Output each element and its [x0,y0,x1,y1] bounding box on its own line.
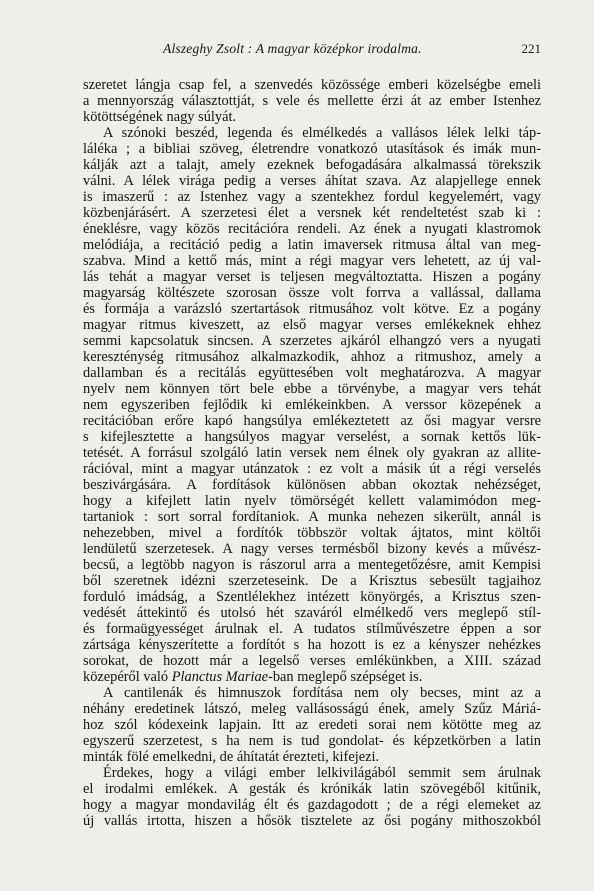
text-line: nehezebben, mivel a fordítók többször voltak ájtatos, mint költői [83,525,541,541]
text-line: nyelv nem könnyen tört bele ebbe a törvénybe, a magyar vers tehát [83,381,541,397]
text-line: néhány eredetinek látszó, meleg vallásosságú ének, amely Szűz Máriá- [83,701,541,717]
text-line: magyar ritmus kiveszett, az első magyar verses emlékeknek ehhez [83,317,541,333]
paragraph [83,765,541,829]
text-line: a mennyország választottját, s vele és mellette érzi át az ember Istenhez [83,93,541,109]
paragraph [83,125,541,685]
text-line: beszivárgására. A fordítások különösen abban okoztak nehézséget, [83,477,541,493]
text-line: hogy a magyar mondavilág élt és gazdagodott ; de a régi elemeket az [83,797,541,813]
text-line: nem egyszeriben fejlődik ki emlékeinkben. A verssor közepének a [83,397,541,413]
text-line: szeretet lángja csap fel, a szenvedés közössége emberi közelségbe emeli [83,77,541,93]
text-line: dallamban és a recitálás együttesében volt meghatározva. A magyar [83,365,541,381]
text-line: éneklésre, vagy közös recitációra rendeli. Az ének a nyugati klastromok [83,221,541,237]
text-line: ből szeretnek idézni szerzeteseink. De a Krisztus sebesült tagjaihoz [83,573,541,589]
text-line: hogy a kifejlett latin nyelv tömörségét kellett valamimódon meg- [83,493,541,509]
text-line: becsű, a legtöbb nagyon is rászorul arra a mentegetőzésre, amit Kempisi [83,557,541,573]
text-line: kereszténység ritmusához alkalmazkodik, ahhoz a ritmushoz, amely a [83,349,541,365]
text-line: el irodalmi emlékek. A gesták és krónikák latin szövegéből kitűnik, [83,781,541,797]
text-line: A szónoki beszéd, legenda és elmélkedés a vallásos lélek lelki táp- [103,125,541,141]
paragraph [83,685,541,765]
text-line: s kifejlesztette a hangsúlyos magyar verselést, a sornak kettős lük- [83,429,541,445]
running-head [83,38,541,60]
text-line: közepéről való Planctus Mariae-ban meglepő szépséget is. [83,669,423,685]
text-line: kálják azt a talajt, amely ezeknek befogadására alkalmassá törekszik [83,157,541,173]
text-line: tartaniok : sort sorral fordítaniok. A munka nehezen sikerült, annál is [83,509,541,525]
text-line: és formája a varázsló szertartások ritmusához volt kötve. Ez a pogány [83,301,541,317]
text-line: semmi kapcsolatuk sincsen. A szerzetes ajkáról elhangzó vers a nyugati [83,333,541,349]
running-title: Alszeghy Zsolt : A magyar középkor irodalma. [163,41,422,56]
text-line: zártsága kényszerítette a fordítót s ha hozott is ez a kényszer nehézkes [83,637,541,653]
text-line: tetését. A forrásul szolgáló latin versek nem élnek oly gyakran az allite- [83,445,541,461]
text-line: recitációban erőre kapó hangsúlya emlékeztetett az ősi magyar versre [83,413,541,429]
text-line: szabva. Mind a kettő más, mint a régi magyar vers lehetett, az új val- [83,253,541,269]
text-line: új vallás irtotta, hiszen a hősök tisztelete az ősi pogány mithoszokból [83,813,541,829]
text-line: A cantilenák és himnuszok fordítása nem oly becses, mint az a [103,685,541,701]
text-line: is imaszerű : az Istenhez vagy a szentekhez fordul kegyelemért, vagy [83,189,541,205]
text-line: hoz szól kódexeink lapjain. Itt az eredeti sorai nem kötötte meg az [83,717,541,733]
text-line: sorokat, de hozott már a legelső verses emlékünkben, a XIII. század [83,653,541,669]
text-line: lás tehát a magyar verset is teljesen megváltoztatta. Hiszen a pogány [83,269,541,285]
text-line: minták fölé emelkedni, de áhítatát érezteti, kifejezi. [83,749,380,765]
text-line: és formaügyességet árulnak el. A tudatos stílművészetre éppen a sor [83,621,541,637]
text-line: közbenjárásért. A szerzetesi élet a versnek két rendeltetést szab ki : [83,205,541,221]
page-number: 221 [521,41,541,56]
text-line: lendületű szerzetesek. A nagy verses termésből bizony kevés a művész- [83,541,541,557]
text-line: melódiája, a recitáció pedig a latin imaversek ritmusa által van meg- [83,237,541,253]
text-line: válni. A lélek virága pedig a verses áhítat szava. Az alapjellege ennek [83,173,541,189]
text-line: kötöttségének nagy súlyát. [83,109,237,125]
text-line: forduló imádság, a Szentlélekhez intézett könyörgés, a Krisztus szen- [83,589,541,605]
paragraph [83,77,541,125]
body-text [83,77,541,829]
text-line: egyszerű szerzetest, s ha nem is tud gondolat- és képzetkörben a latin [83,733,541,749]
text-line: vedését áttekintő és utolsó hét szaváról elmélkedő vers meglepő stíl- [83,605,541,621]
text-line: rációval, mint a magyar utánzatok : ez volt a másik út a régi verselés [83,461,541,477]
text-line: Érdekes, hogy a világi ember lelkivilágából semmit sem árulnak [103,765,541,781]
italic-title: Planctus Mariae [171,669,269,685]
text-line: láléka ; a bibliai szöveg, életrendre vonatkozó utasítások és imák mun- [83,141,541,157]
text-line: magyarság költészete szorosan össze volt forrva a vallással, dallama [83,285,541,301]
